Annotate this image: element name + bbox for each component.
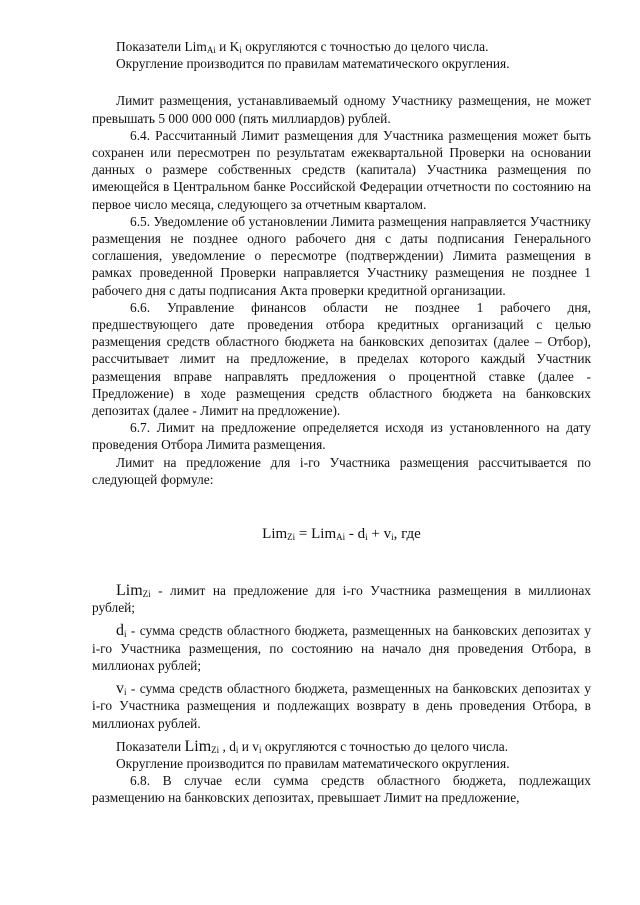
subscript: i <box>391 532 394 543</box>
definition-text: - сумма средств областного бюджета, размещенных на банковских депозитах у i-го Участника размещения, по состоянию на начало дня проведения Отбора, в миллионах рублей; <box>92 623 591 673</box>
subscript: i <box>235 744 239 755</box>
definition-v <box>92 680 591 732</box>
subscript: i <box>239 45 242 55</box>
rounding-note-4: Округление производится по правилам математического округления. <box>116 755 510 771</box>
text-run: , d <box>219 738 236 754</box>
subscript: Ai <box>336 532 346 543</box>
limit-max-paragraph: Лимит размещения, устанавливаемый одному Участнику размещения, не может превышать 5 000 000 000 (пять миллиардов) рублей. <box>92 93 591 126</box>
subscript: i <box>259 744 262 755</box>
subscript: i <box>365 532 368 543</box>
formula-lim: Lim <box>262 526 288 543</box>
paragraph-6-4: 6.4. Рассчитанный Лимит размещения для Участника размещения может быть сохранен или пересмотрен по результатам ежеквартальной Проверки на основании данных о размере собственных средств (капитала) Участника размещения по имеющейся в Центральном банке Российской Федерации отчетности по состоянию на первое число месяца, следующего за отчетным кварталом. <box>92 127 591 212</box>
definition-text: - лимит на предложение для i-го Участника размещения в миллионах рублей; <box>92 583 591 616</box>
formula-plus: + v <box>367 526 392 543</box>
subscript: Zi <box>287 532 296 543</box>
formula-minus: - d <box>345 526 366 543</box>
definition-d <box>92 622 591 674</box>
text-run: и K <box>215 39 240 54</box>
text-run: Показатели Lim <box>116 39 207 54</box>
subscript: i <box>124 687 127 698</box>
paragraph-6-5: 6.5. Уведомление об установлении Лимита размещения направляется Участнику размещения не позднее одного рабочего дня с даты подписания Генерального соглашения, уведомление о пересмотре (подтверждении) Лимита размещения в рамках проведенной Проверки направляется Участнику размещения не позднее 1 рабочего дня с даты подписания Акта проверки кредитной организации. <box>92 213 591 298</box>
symbol: Lim <box>116 582 143 600</box>
formula-eq: = Lim <box>295 526 337 543</box>
symbol: d <box>116 622 124 640</box>
formula <box>92 524 591 544</box>
formula-where: , где <box>393 526 421 543</box>
spacer <box>92 72 591 92</box>
text-run: округляются с точностью до целого числа. <box>241 39 489 54</box>
subscript: Zi <box>142 589 151 600</box>
document-page <box>92 38 591 807</box>
paragraph-6-6: 6.6. Управление финансов области не позднее 1 рабочего дня, предшествующего дате проведения отбора кредитных организаций с целью размещения средств областного бюджета на банковских депозитах (далее – Отбор), рассчитывает лимит на предложение, в пределах которого каждый Участник размещения вправе направлять предложения о процентной ставке (далее - Предложение) в ходе размещения средств областного бюджета на банковских депозитах (далее - Лимит на предложение). <box>92 299 591 419</box>
rounding-note-1 <box>92 38 591 55</box>
formula-intro: Лимит на предложение для i-го Участника размещения рассчитывается по следующей формуле: <box>92 454 591 487</box>
text-run: округляются с точностью до целого числа. <box>261 738 509 754</box>
text-run: и v <box>238 738 259 754</box>
subscript: Ai <box>206 45 216 55</box>
subscript: i <box>124 629 127 640</box>
subscript: Zi <box>211 744 220 755</box>
definition-text: - сумма средств областного бюджета, размещенных на банковских депозитах у i-го Участника размещения и подлежащих возврату в день проведения Отбора, в миллионах рублей. <box>92 681 591 731</box>
paragraph-6-8: 6.8. В случае если сумма средств областного бюджета, подлежащих размещению на банковских депозитах, превышает Лимит на предложение, <box>92 773 591 806</box>
symbol: Lim <box>184 737 212 755</box>
rounding-note-2: Округление производится по правилам математического округления. <box>116 56 510 72</box>
definition-lim <box>92 582 591 616</box>
rounding-note-3 <box>92 738 591 755</box>
paragraph-6-7: 6.7. Лимит на предложение определяется исходя из установленного на дату проведения Отбора Лимита размещения. <box>92 420 591 453</box>
symbol: v <box>116 680 124 698</box>
text-run: Показатели <box>116 738 185 754</box>
